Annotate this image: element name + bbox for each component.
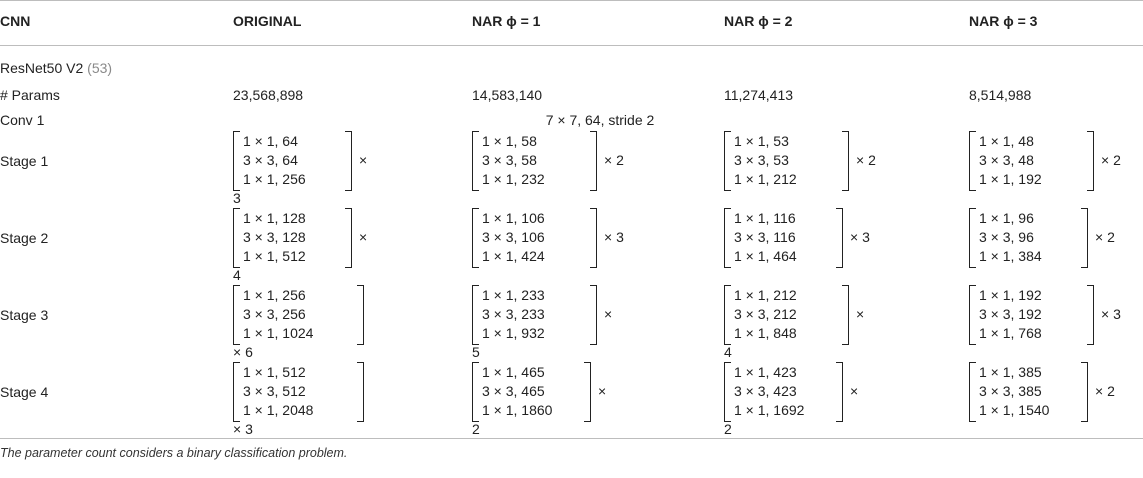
multiplier: × [598, 383, 607, 399]
block-matrix [724, 362, 914, 437]
left-bracket [472, 208, 479, 268]
right-bracket [842, 285, 849, 345]
matrix-row: 1 × 1, 768 [979, 325, 1042, 341]
left-bracket [969, 285, 976, 345]
matrix-row: 3 × 3, 256 [243, 306, 306, 322]
matrix-row: 1 × 1, 53 [734, 133, 789, 149]
left-bracket [472, 362, 479, 422]
repeat-count: 4 [724, 344, 732, 360]
matrix-row: 1 × 1, 424 [482, 248, 545, 264]
right-bracket [1087, 131, 1094, 191]
matrix-row: 3 × 3, 465 [482, 383, 545, 399]
multiplier: × 2 [1101, 152, 1121, 168]
matrix-row: 1 × 1, 64 [243, 133, 298, 149]
left-bracket [969, 131, 976, 191]
block-matrix [233, 208, 423, 283]
matrix-row: 1 × 1, 1540 [979, 402, 1050, 418]
stage-label: Stage 4 [0, 384, 49, 400]
header-original: ORIGINAL [233, 13, 302, 29]
model-name-text: ResNet50 V2 [0, 60, 84, 76]
matrix-row: 1 × 1, 233 [482, 287, 545, 303]
block-matrix [233, 362, 423, 437]
params-nar-3: 8,514,988 [969, 87, 1032, 103]
matrix-row: 1 × 1, 48 [979, 133, 1034, 149]
model-name [0, 60, 112, 76]
multiplier: × 3 [604, 229, 624, 245]
table-top-rule [0, 0, 1143, 1]
matrix-row: 1 × 1, 192 [979, 287, 1042, 303]
repeat-count: 2 [472, 421, 480, 437]
matrix-row: 3 × 3, 48 [979, 152, 1034, 168]
block-matrix [472, 285, 662, 360]
matrix-row: 1 × 1, 1860 [482, 402, 553, 418]
matrix-row: 1 × 1, 464 [734, 248, 797, 264]
multiplier: × [856, 306, 865, 322]
block-matrix [724, 131, 914, 193]
stage-label: Stage 1 [0, 153, 49, 169]
multiplier: × 2 [856, 152, 876, 168]
multiplier: × 3 [850, 229, 870, 245]
matrix-row: 3 × 3, 423 [734, 383, 797, 399]
multiplier: × 2 [1095, 229, 1115, 245]
stage-label: Stage 3 [0, 307, 49, 323]
right-bracket [590, 208, 597, 268]
right-bracket [345, 131, 352, 191]
right-bracket [357, 362, 364, 422]
block-matrix [472, 131, 662, 193]
matrix-row: 1 × 1, 232 [482, 171, 545, 187]
matrix-row: 3 × 3, 233 [482, 306, 545, 322]
matrix-row: 1 × 1, 256 [243, 171, 306, 187]
matrix-row: 3 × 3, 512 [243, 383, 306, 399]
repeat-count: 2 [724, 421, 732, 437]
left-bracket [233, 362, 240, 422]
right-bracket [1087, 285, 1094, 345]
params-nar-2: 11,274,413 [724, 87, 794, 103]
repeat-count: × 3 [233, 421, 253, 437]
header-rule [0, 45, 1143, 46]
matrix-row: 1 × 1, 106 [482, 210, 545, 226]
right-bracket [590, 131, 597, 191]
matrix-row: 1 × 1, 465 [482, 364, 545, 380]
left-bracket [724, 362, 731, 422]
conv1-label: Conv 1 [0, 112, 45, 128]
matrix-row: 1 × 1, 96 [979, 210, 1034, 226]
matrix-row: 1 × 1, 116 [734, 210, 796, 226]
matrix-row: 3 × 3, 385 [979, 383, 1042, 399]
block-matrix [969, 285, 1143, 347]
header-nar-phi-2: NAR ϕ = 2 [724, 13, 793, 29]
repeat-count: 4 [233, 267, 241, 283]
multiplier: × 2 [1095, 383, 1115, 399]
right-bracket [836, 362, 843, 422]
left-bracket [472, 285, 479, 345]
matrix-row: 1 × 1, 1024 [243, 325, 314, 341]
block-matrix [969, 208, 1143, 270]
right-bracket [842, 131, 849, 191]
header-nar-phi-3: NAR ϕ = 3 [969, 13, 1038, 29]
matrix-row: 3 × 3, 128 [243, 229, 306, 245]
matrix-row: 1 × 1, 256 [243, 287, 306, 303]
left-bracket [233, 208, 240, 268]
matrix-row: 3 × 3, 192 [979, 306, 1042, 322]
header-cnn: CNN [0, 13, 31, 29]
matrix-row: 1 × 1, 1692 [734, 402, 805, 418]
matrix-row: 1 × 1, 848 [734, 325, 797, 341]
left-bracket [472, 131, 479, 191]
multiplier: × [850, 383, 859, 399]
params-original: 23,568,898 [233, 87, 304, 103]
right-bracket [590, 285, 597, 345]
model-reference: (53) [87, 60, 113, 76]
repeat-count: 5 [472, 344, 480, 360]
left-bracket [724, 131, 731, 191]
multiplier: × [359, 229, 368, 245]
matrix-row: 1 × 1, 192 [979, 171, 1042, 187]
params-label: # Params [0, 87, 60, 103]
left-bracket [969, 208, 976, 268]
conv1-value: 7 × 7, 64, stride 2 [545, 112, 655, 128]
matrix-row: 3 × 3, 58 [482, 152, 537, 168]
left-bracket [724, 285, 731, 345]
matrix-row: 1 × 1, 512 [243, 364, 306, 380]
block-matrix [472, 208, 662, 270]
matrix-row: 3 × 3, 212 [734, 306, 797, 322]
stage-label: Stage 2 [0, 230, 49, 246]
matrix-row: 3 × 3, 106 [482, 229, 545, 245]
matrix-row: 1 × 1, 58 [482, 133, 537, 149]
left-bracket [233, 131, 240, 191]
matrix-row: 1 × 1, 385 [979, 364, 1042, 380]
repeat-count: × 6 [233, 344, 253, 360]
right-bracket [345, 208, 352, 268]
repeat-count: 3 [233, 190, 241, 206]
right-bracket [584, 362, 591, 422]
block-matrix [969, 362, 1143, 424]
header-nar-phi-1: NAR ϕ = 1 [472, 13, 541, 29]
matrix-row: 1 × 1, 212 [734, 171, 797, 187]
table-footnote: The parameter count considers a binary classification problem. [0, 446, 348, 460]
table-bottom-rule [0, 438, 1143, 439]
left-bracket [233, 285, 240, 345]
block-matrix [724, 285, 914, 360]
right-bracket [357, 285, 364, 345]
multiplier: × 2 [604, 152, 624, 168]
matrix-row: 1 × 1, 384 [979, 248, 1042, 264]
matrix-row: 1 × 1, 212 [734, 287, 797, 303]
matrix-row: 1 × 1, 932 [482, 325, 545, 341]
matrix-row: 3 × 3, 53 [734, 152, 789, 168]
right-bracket [836, 208, 843, 268]
matrix-row: 3 × 3, 96 [979, 229, 1034, 245]
block-matrix [233, 131, 423, 206]
block-matrix [969, 131, 1143, 193]
matrix-row: 1 × 1, 423 [734, 364, 797, 380]
params-nar-1: 14,583,140 [472, 87, 543, 103]
block-matrix [724, 208, 914, 270]
matrix-row: 1 × 1, 128 [243, 210, 306, 226]
right-bracket [1081, 208, 1088, 268]
multiplier: × 3 [1101, 306, 1121, 322]
matrix-row: 3 × 3, 116 [734, 229, 796, 245]
left-bracket [969, 362, 976, 422]
right-bracket [1081, 362, 1088, 422]
multiplier: × [604, 306, 613, 322]
left-bracket [724, 208, 731, 268]
block-matrix [472, 362, 662, 437]
block-matrix [233, 285, 423, 360]
matrix-row: 1 × 1, 2048 [243, 402, 314, 418]
multiplier: × [359, 152, 368, 168]
matrix-row: 3 × 3, 64 [243, 152, 298, 168]
matrix-row: 1 × 1, 512 [243, 248, 306, 264]
